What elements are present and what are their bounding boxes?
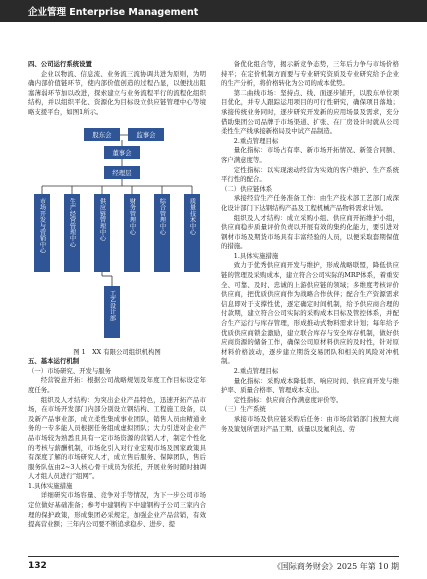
process-design-label: 工艺设计部	[108, 289, 116, 321]
department-labels	[39, 197, 196, 254]
paragraph-pricing: 备优化组合等，揭示新竞争态势，三年后力争与市场价格持平；在定价机制方面要与专业研究资质及专业研究给予企业的生产分析，将价格转化为公司的成本优势。	[221, 60, 399, 88]
dept-label-1: 生产经营管理中心	[68, 197, 76, 248]
board-label: 董事会	[112, 148, 132, 157]
paragraph-second-curve: 第二曲线市场：坚持点、线、面逐步铺开，以股东单位项目优化，并专人跟踪运用项目的可行性研究，确保项目落地；承接传统业务同时，逐步研究开发新的应用场景及需求，充分借助集团公司品牌于市场渠道、扩张、在厂房设计时就从公司柔性生产线承接新格局及中试产品制造。	[221, 88, 399, 136]
dept-label-5: 质量技术中心	[188, 197, 196, 235]
department-boxes	[34, 194, 200, 272]
shareholders-label: 股东会	[92, 130, 112, 139]
left-column	[28, 60, 206, 530]
dept-label-0: 市场开发与营销中心	[38, 197, 46, 254]
section-4-heading: 四、公司运行系统设置	[28, 60, 92, 68]
supply-targets-heading: 2.重点管理目标	[233, 367, 279, 375]
supply-chain-heading: （二）供应链体系	[221, 184, 273, 193]
page-number: 132	[28, 561, 47, 571]
dept-label-3: 财务管理中心	[128, 197, 136, 235]
page-header	[0, 0, 427, 22]
paragraph-business-goal: 经营锐意开拓：根据公司战略规划及年度工作目标设定年度任务。	[28, 376, 206, 394]
paragraph-supply-measures: 致力于优秀供应商开发与维护，形成战略联盟，降低供应链的管理及采购成本，建立符合公司实际的MRP体系，着重安全、可靠、及时、忠诚的上游供应链的领域；多维度考核评价供应商，把优质供应商作为战略合作伙伴；配合生产资源需求信息即对于支撑性优，逐定确定时间机制，给予供应商合理的付款期，建立符合公司实际的采购成本目标及管控体系，并配合生产运行与库存管理，形成推动式物料需求计划；每年给予优质供应商锁金激励，建立联合库存与安全库存机制，做好供应商资源的储备工作，确保公司原材料供应的及时性，针对原材料价格波动，逐步建立期货交易团队和相关的风险对冲机制。	[221, 261, 399, 366]
paragraph-qual-metrics: 定性指标：以实现滚动经营为实效的客户维护、生产系统平行性的配合。	[221, 165, 399, 184]
subsection-1-heading: （一）市场研究、开发与服务	[28, 366, 112, 375]
section-5-heading: 五、基本运行机制	[28, 357, 80, 366]
key-targets-heading: 2.重点管理目标	[233, 136, 279, 145]
paragraph-quant-metrics: 量化指标：市场占有率、新市场开拓情况、新签合同额、客户满意度等。	[221, 146, 399, 164]
journal-name: 《国际商务财会》2025 年第 10 期	[272, 562, 399, 571]
dept-label-2: 供应链管理中心	[98, 197, 106, 241]
production-heading: （三）生产系统	[221, 405, 266, 414]
management-label: 经理层	[112, 168, 132, 177]
paragraph-production: 承接市场及供应链采购后任务：由市场营销部门按照大商务及策划所需对产品工期、质量以及氟利点、劳	[221, 414, 399, 433]
paragraph-supply-quant: 量化指标：采购成本降低率、响应时间、供应商开发与维护率、质量合格率、管理成本支出。	[221, 376, 399, 395]
paragraph-org-structure: 组织及人才结构：为突出企业产品特色，迅速开拓产品市场，在市场开发部门内部分别设立钢结构、工程施工设备，以及新产品事业部，成立柔性集成事业团队，销售人员由精通业务的一专多能人员根据任务组成虚拟团队；大力引进对企业产品市场较为熟悉且具有一定市场资源的营销人才，制定个性化的考核与薪酬机制，市场化引入对行业宏观市场及国家政策具有深度了解的市场研究人才，成立售后服务、保障团队，售后服务队伍由2~3人核心骨干成员为依托，开展业务时随时抽调人才组人员进行“组网”。	[28, 395, 206, 481]
section-title: 企业管理 Enterprise Management	[28, 7, 199, 18]
dept-label-4: 综合管理中心	[158, 197, 166, 235]
paragraph-supply-qual: 定性指标：供应商合作满意度评价等。	[233, 395, 343, 404]
supervisors-label: 监事会	[136, 130, 156, 139]
supply-measures-heading: 1.具体实施措施	[233, 251, 279, 260]
org-chart-svg	[28, 120, 206, 346]
paragraph-supply-tasks: 承接经营生产任务准备工作：由生产技术部工艺部门成深化设计部门下达钢结构产品及工程机械产品物料需求计划。	[221, 194, 399, 212]
paragraph-measures: 详细研究市场容量、竞争对手等情况，为下一步公司市场定位做好基础准备；参考中建钢构下中建钢构子公司三家内合理的保护政策，形成集团必采规定，加强企业产品营销，有效提高营业额；三年内公司要不断追求稳步、进步、提	[28, 491, 206, 529]
org-chart-figure	[28, 120, 206, 346]
measures-heading: 1.具体实施措施	[28, 481, 73, 490]
figure-caption: 图 1 XX 有限公司组织机构图	[73, 347, 161, 356]
right-column	[221, 60, 399, 434]
footer-rule	[28, 556, 399, 557]
paragraph-supply-org: 组织及人才结构：成立采购小组、供应商开拓维护小组，供应商稳步质量评价负责以开展有效的集约化能力，要引进对钢材市场及期货市场具有丰富经验的人员，以便采取套期保值的措施。	[221, 213, 399, 251]
section-4-paragraph: 企业以物流、信息流、业务流三流协调共进为原则，为明确内部价值链环节，使内部价值创造的过程凸显，以便找出阻塞薄弱环节加以改进，探索建立与业务流程平行的流程化组织结构，并以组织平化、资源化为目标设立供应链管理中心等境略支援平台，如图1所示。	[28, 69, 206, 116]
